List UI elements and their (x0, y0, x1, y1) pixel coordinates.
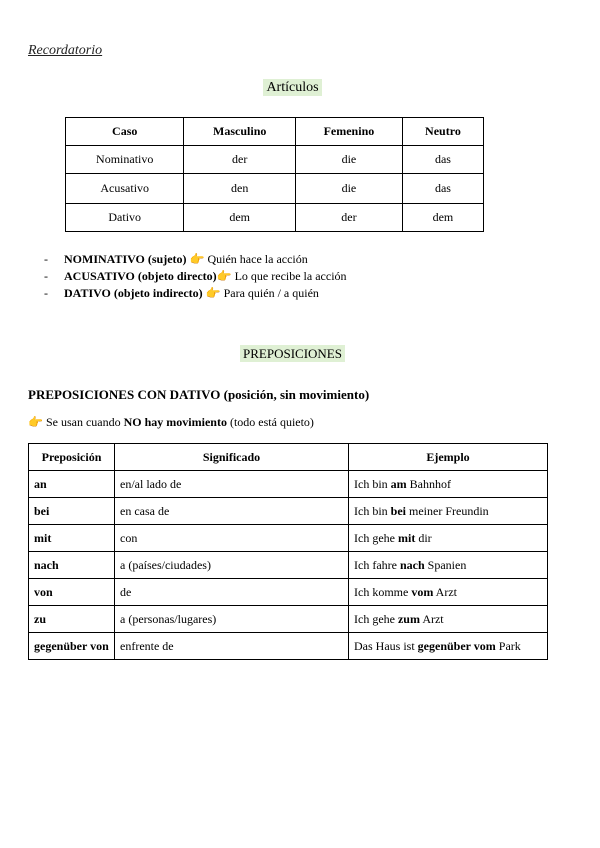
reminder-heading: Recordatorio (28, 43, 103, 58)
case-cell: Acusativo (66, 174, 184, 204)
table-row (29, 498, 548, 525)
table-row (66, 174, 484, 204)
example-cell: Ich bin bei meiner Freundin (349, 498, 548, 525)
table-row (29, 633, 548, 660)
case-name: ACUSATIVO (objeto directo) (64, 269, 217, 283)
table-row (29, 606, 548, 633)
article-cell: dem (184, 204, 296, 232)
meaning-cell: en casa de (115, 498, 349, 525)
articles-header-cell: Caso (66, 118, 184, 146)
case-name: DATIVO (objeto indirecto) (64, 286, 203, 300)
example-cell: Ich fahre nach Spanien (349, 552, 548, 579)
pointing-hand-icon: 👉 (28, 415, 43, 429)
table-row (29, 579, 548, 606)
case-cell: Dativo (66, 204, 184, 232)
table-row (66, 146, 484, 174)
table-row (29, 471, 548, 498)
articles-table (65, 117, 484, 232)
case-description: Para quién / a quién (223, 286, 319, 300)
note-text-post: (todo está quieto) (226, 415, 314, 429)
preposition-cell: nach (29, 552, 115, 579)
case-cell: Nominativo (66, 146, 184, 174)
articles-header-row (66, 118, 484, 146)
preposition-cell: von (29, 579, 115, 606)
example-cell: Ich komme vom Arzt (349, 579, 548, 606)
example-cell: Ich bin am Bahnhof (349, 471, 548, 498)
table-row (66, 204, 484, 232)
table-row (29, 525, 548, 552)
articles-header-cell: Neutro (402, 118, 483, 146)
article-cell: dem (402, 204, 483, 232)
case-description: Quién hace la acción (207, 252, 308, 266)
article-cell: die (295, 146, 402, 174)
example-cell: Ich gehe mit dir (349, 525, 548, 552)
example-cell: Ich gehe zum Arzt (349, 606, 548, 633)
note-text-bold: NO hay movimiento (123, 415, 227, 429)
prepositions-table (28, 443, 548, 660)
article-cell: das (402, 146, 483, 174)
list-item (44, 268, 347, 285)
article-cell: der (295, 204, 402, 232)
list-item (44, 251, 347, 268)
pointing-hand-icon: 👉 (216, 269, 232, 283)
article-cell: den (184, 174, 296, 204)
table-row (29, 552, 548, 579)
preposition-cell: an (29, 471, 115, 498)
article-cell: die (295, 174, 402, 204)
note-text-pre: Se usan cuando (45, 415, 124, 429)
prepositions-note (28, 415, 314, 430)
prepositions-title-text: PREPOSICIONES (240, 345, 345, 362)
preposition-cell: gegenüber von (29, 633, 115, 660)
article-cell: der (184, 146, 296, 174)
prepositions-header-cell: Significado (115, 444, 349, 471)
article-cell: das (402, 174, 483, 204)
case-description: Lo que recibe la acción (234, 269, 347, 283)
meaning-cell: con (115, 525, 349, 552)
articles-header-cell: Masculino (184, 118, 296, 146)
prepositions-title (0, 346, 585, 362)
articles-header-cell: Femenino (295, 118, 402, 146)
cases-list (44, 251, 347, 302)
prepositions-header-cell: Ejemplo (349, 444, 548, 471)
preposition-cell: mit (29, 525, 115, 552)
articles-title-text: Artículos (263, 79, 321, 96)
example-cell: Das Haus ist gegenüber vom Park (349, 633, 548, 660)
case-name: NOMINATIVO (sujeto) (64, 252, 187, 266)
meaning-cell: de (115, 579, 349, 606)
meaning-cell: a (personas/lugares) (115, 606, 349, 633)
meaning-cell: a (países/ciudades) (115, 552, 349, 579)
preposition-cell: bei (29, 498, 115, 525)
preposition-cell: zu (29, 606, 115, 633)
pointing-hand-icon: 👉 (189, 252, 205, 266)
meaning-cell: enfrente de (115, 633, 349, 660)
articles-title (0, 80, 585, 96)
list-item (44, 285, 347, 302)
prepositions-subheading: PREPOSICIONES CON DATIVO (posición, sin movimiento) (28, 387, 370, 402)
prepositions-header-row (29, 444, 548, 471)
meaning-cell: en/al lado de (115, 471, 349, 498)
prepositions-header-cell: Preposición (29, 444, 115, 471)
pointing-hand-icon: 👉 (205, 286, 221, 300)
